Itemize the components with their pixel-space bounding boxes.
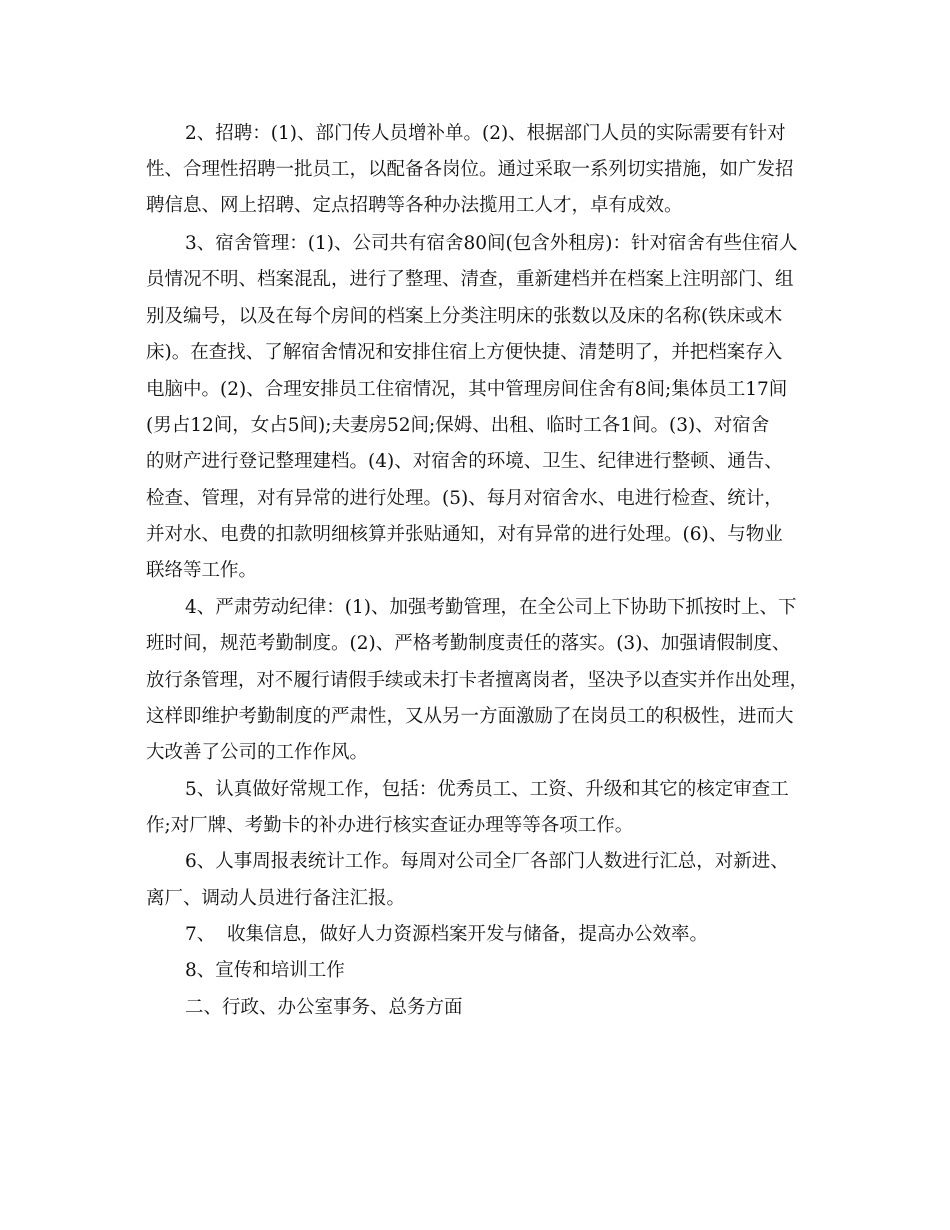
text-line: 3、宿舍管理：(1)、公司共有宿舍80间(包含外租房)：针对宿舍有些住宿人 (185, 233, 798, 254)
text-line: 4、严肃劳动纪律：(1)、加强考勤管理，在全公司上下协助下抓按时上、下 (185, 597, 797, 618)
text-line: 聘信息、网上招聘、定点招聘等各种办法揽用工人才，卓有成效。 (146, 195, 683, 216)
text-line: 大改善了公司的工作作风。 (146, 742, 369, 763)
text-line: 作;对厂牌、考勤卡的补办进行核实查证办理等等各项工作。 (146, 815, 634, 836)
text-line: 5、认真做好常规工作，包括：优秀员工、工资、升级和其它的核定审查工 (185, 779, 789, 800)
text-line: 联络等工作。 (146, 560, 258, 581)
text-line: 班时间，规范考勤制度。(2)、严格考勤制度责任的落实。(3)、加强请假制度、 (146, 633, 791, 654)
text-line: 6、人事周报表统计工作。每周对公司全厂各部门人数进行汇总，对新进、 (185, 851, 789, 872)
text-line: 别及编号，以及在每个房间的档案上分类注明床的张数以及床的名称(铁床或木 (146, 306, 783, 327)
text-line: 这样即维护考勤制度的严肃性，又从另一方面激励了在岗员工的积极性，进而大 (146, 706, 794, 727)
text-line: 二、行政、办公室事务、总务方面 (185, 997, 463, 1018)
text-line: 电脑中。(2)、合理安排员工住宿情况，其中管理房间住舍有8间;集体员工17间 (146, 379, 788, 400)
text-line: 的财产进行登记整理建档。(4)、对宿舍的环境、卫生、纪律进行整顿、通告、 (146, 451, 783, 472)
text-line: 离厂、调动人员进行备注汇报。 (146, 888, 406, 909)
text-line: (男占12间，女占5间);夫妻房52间;保姆、出租、临时工各1间。(3)、对宿舍 (146, 415, 770, 436)
text-line: 2、招聘：(1)、部门传人员增补单。(2)、根据部门人员的实际需要有针对 (185, 123, 786, 144)
text-line: 性、合理性招聘一批员工，以配备各岗位。通过采取一系列切实措施，如广发招 (146, 159, 794, 180)
text-line: 8、宣传和培训工作 (185, 960, 345, 981)
text-line: 床)。在查找、了解宿舍情况和安排住宿上方便快捷、清楚明了，并把档案存入 (146, 342, 783, 363)
text-line: 检查、管理，对有异常的进行处理。(5)、每月对宿舍水、电进行检查、统计， (146, 488, 783, 509)
text-line: 放行条管理，对不履行请假手续或未打卡者擅离岗者，坚决予以查实并作出处理， (146, 670, 809, 691)
text-line: 并对水、电费的扣款明细核算并张贴通知，对有异常的进行处理。(6)、与物业 (146, 524, 783, 545)
text-line: 7、 收集信息，做好人力资源档案开发与储备，提高办公效率。 (185, 924, 709, 945)
text-line: 员情况不明、档案混乱，进行了整理、清查，重新建档并在档案上注明部门、组 (146, 269, 794, 290)
